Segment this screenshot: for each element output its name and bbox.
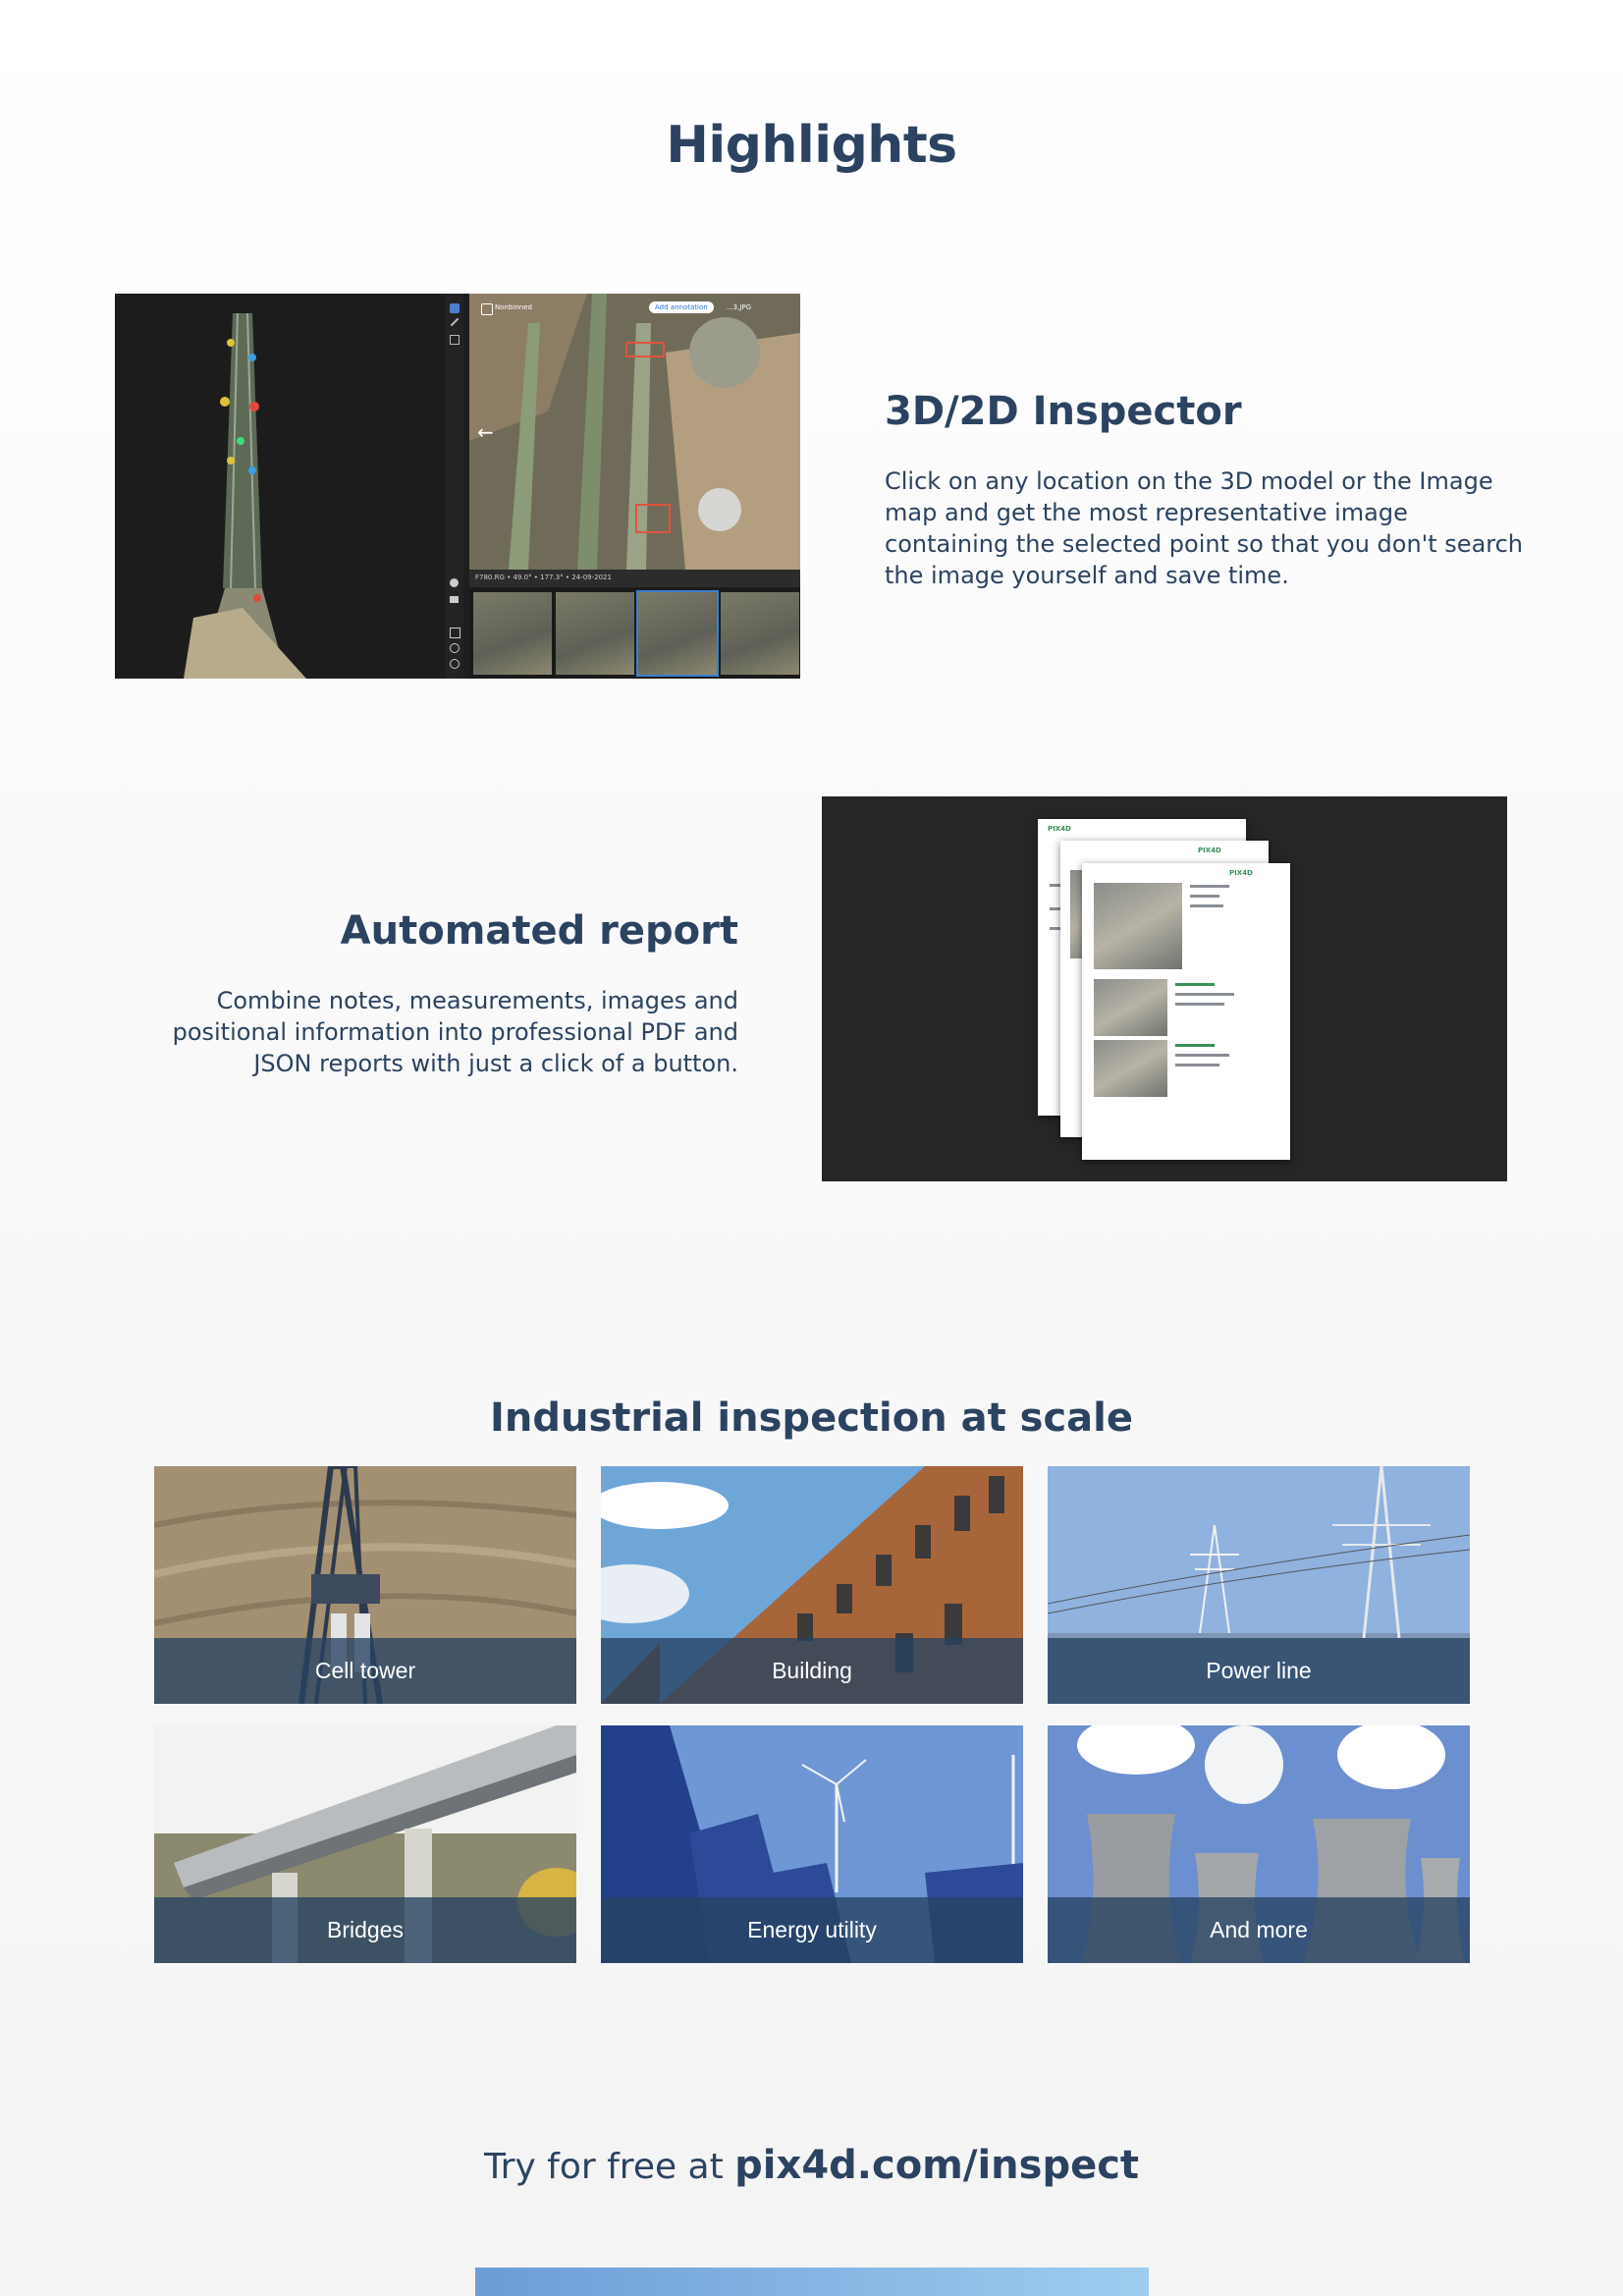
fit-view-icon[interactable] (450, 628, 460, 638)
pix4d-logo: PIX4D (1229, 869, 1253, 877)
tile-building[interactable] (601, 1466, 1023, 1704)
toggle-checkbox[interactable] (481, 303, 493, 315)
inspector-title: 3D/2D Inspector (885, 389, 1242, 434)
tile-bridges[interactable] (154, 1725, 576, 1963)
tile-label: Energy utility (747, 1917, 877, 1942)
tile-and-more[interactable] (1048, 1725, 1470, 1963)
cell-tower-model (115, 294, 463, 679)
pix4d-logo: PIX4D (1048, 825, 1071, 833)
tile-label: Bridges (327, 1917, 404, 1942)
tower-photo (469, 294, 800, 570)
add-annotation-button[interactable]: Add annotation (649, 301, 714, 313)
thumbnail[interactable] (556, 592, 634, 675)
toggle-label: Nonbinned (495, 303, 532, 311)
select-tool-icon[interactable] (450, 303, 460, 313)
image-thumbnail-strip (469, 588, 800, 679)
tile-label: Building (772, 1658, 852, 1683)
cta-line (0, 2143, 1623, 2188)
svg-text:←: ← (477, 420, 494, 444)
tile-energy-utility[interactable] (601, 1725, 1023, 1963)
viewer-toolbar (446, 294, 463, 679)
cta-link[interactable]: pix4d.com/inspect (734, 2143, 1140, 2188)
thumbnail[interactable] (473, 592, 552, 675)
camera-icon[interactable] (450, 596, 459, 603)
image-viewer[interactable] (469, 294, 800, 570)
tile-label: Power line (1206, 1658, 1312, 1683)
cta-prefix: Try for free at (483, 2147, 735, 2187)
bottom-banner (475, 2268, 1149, 2296)
tile-cell-tower[interactable] (154, 1466, 576, 1704)
industrial-heading: Industrial inspection at scale (489, 1395, 1134, 1442)
thumbnail[interactable] (721, 592, 799, 675)
tile-label: Cell tower (314, 1658, 416, 1683)
image-info-text: F780.RG • 49.0° • 177.3° • 24-09-2021 (475, 574, 612, 581)
measure-tool-icon[interactable] (451, 318, 459, 326)
report-page (1082, 863, 1290, 1160)
report-screenshot (822, 796, 1507, 1181)
highlights-heading: Highlights (666, 116, 957, 175)
tile-power-line[interactable] (1048, 1466, 1470, 1704)
report-title: Automated report (340, 908, 738, 954)
zoom-out-icon[interactable] (450, 659, 460, 669)
thumbnail[interactable] (638, 592, 717, 675)
image-info-bar (469, 570, 800, 587)
image-file-name: ...3,JPG (727, 303, 752, 311)
model-viewer-panel (115, 294, 463, 679)
tile-label: And more (1210, 1917, 1308, 1942)
inspector-screenshot (115, 294, 800, 679)
area-tool-icon[interactable] (450, 335, 460, 345)
settings-icon[interactable] (450, 578, 459, 587)
pix4d-logo: PIX4D (1198, 847, 1221, 854)
zoom-in-icon[interactable] (450, 643, 460, 653)
inspector-description: Click on any location on the 3D model or the Image map and get the most representative image containing the selected point so that you don't search the image yourself and save time. (885, 467, 1524, 589)
report-description: Combine notes, measurements, images and positional information into professional PDF and JSON reports with just a click of a button. (172, 987, 738, 1077)
